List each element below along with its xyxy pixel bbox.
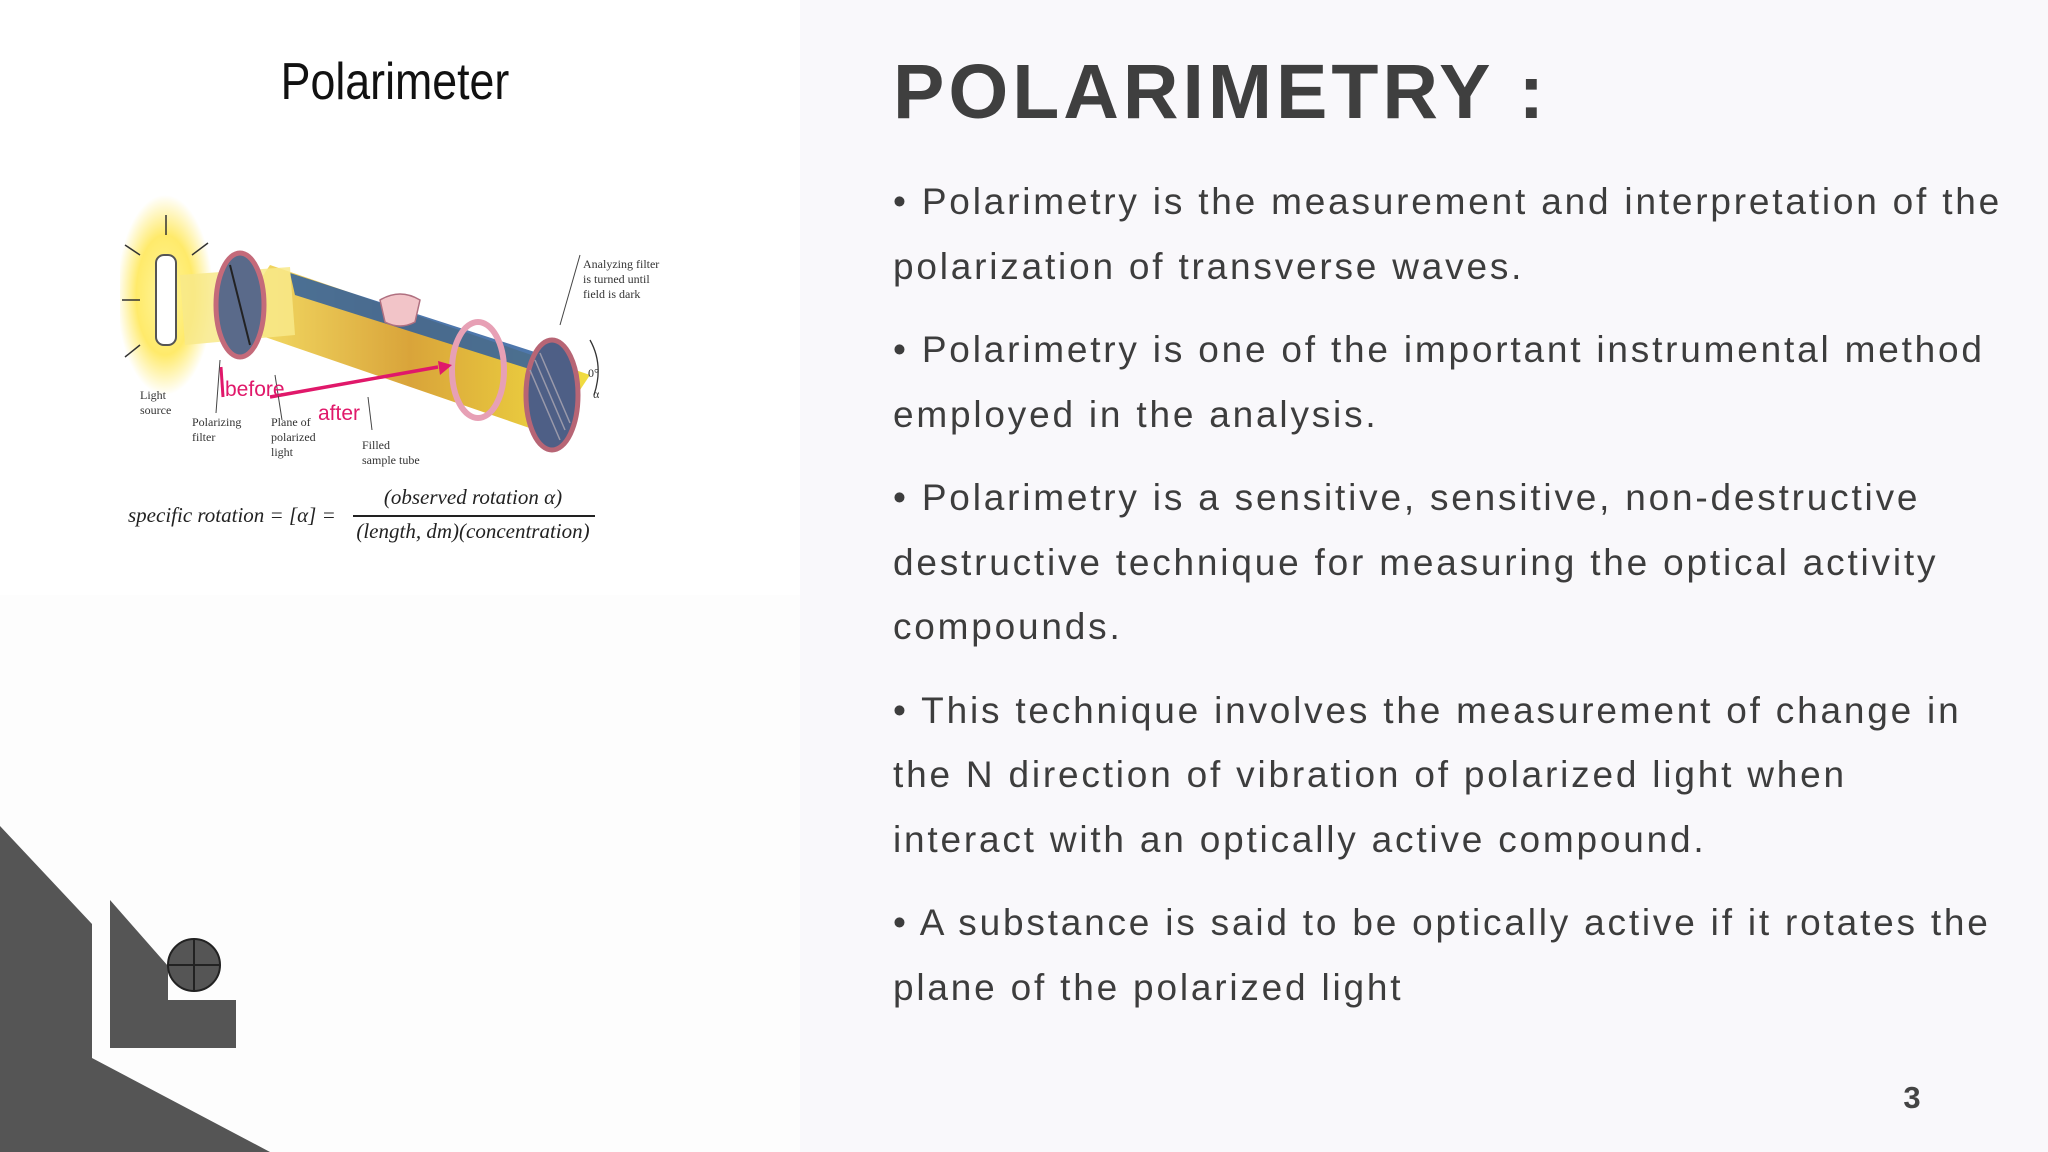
- label-light-source: Light source: [140, 388, 172, 417]
- label-analyzing-filter: Analyzing filter is turned until field is dark: [583, 257, 660, 301]
- figure-title: Polarimeter: [280, 53, 510, 111]
- formula-denominator: (length, dm)(concentration): [356, 519, 590, 543]
- bullet-item: • Polarimetry is a sensitive, sensitive, non-destructive destructive technique for measuring the optical activity compounds.: [893, 477, 1939, 647]
- slide-title: POLARIMETRY :: [893, 49, 1549, 135]
- formula-numerator: (observed rotation α): [383, 485, 563, 509]
- bullet-item: • A substance is said to be optically active if it rotates the plane of the polarized light: [893, 902, 1991, 1008]
- label-plane-of-polarized-light: Plane of polarized light: [271, 415, 316, 459]
- bullet-item: • This technique involves the measurement of change in the N direction of vibration of polarized light when interact with an optically active compound.: [893, 689, 1962, 860]
- bullet-list: [893, 170, 2003, 1039]
- label-alpha: α: [593, 387, 600, 401]
- bullet-item: • Polarimetry is one of the important instrumental method employed in the analysis.: [893, 329, 1985, 435]
- analyzing-filter-icon: [526, 340, 578, 450]
- label-polarizing-filter: Polarizing filter: [192, 415, 242, 444]
- label-after: after: [318, 402, 361, 425]
- label-filled-sample-tube: Filled sample tube: [362, 438, 420, 467]
- formula-fraction-bar: [353, 515, 595, 517]
- bullet-item: • Polarimetry is the measurement and interpretation of the polarization of transverse waves.: [893, 181, 2003, 287]
- label-zero-degree: 0°: [588, 366, 599, 380]
- polarimeter-figure: [0, 0, 800, 595]
- specific-rotation-formula: [128, 482, 628, 552]
- tube-inlet: [380, 294, 420, 326]
- formula-lhs: specific rotation = [α] =: [128, 503, 336, 527]
- polarizing-filter-icon: [216, 253, 264, 357]
- logo-icon: [0, 820, 280, 1152]
- page-number: 3: [1903, 1080, 1921, 1115]
- label-before: before: [225, 378, 285, 401]
